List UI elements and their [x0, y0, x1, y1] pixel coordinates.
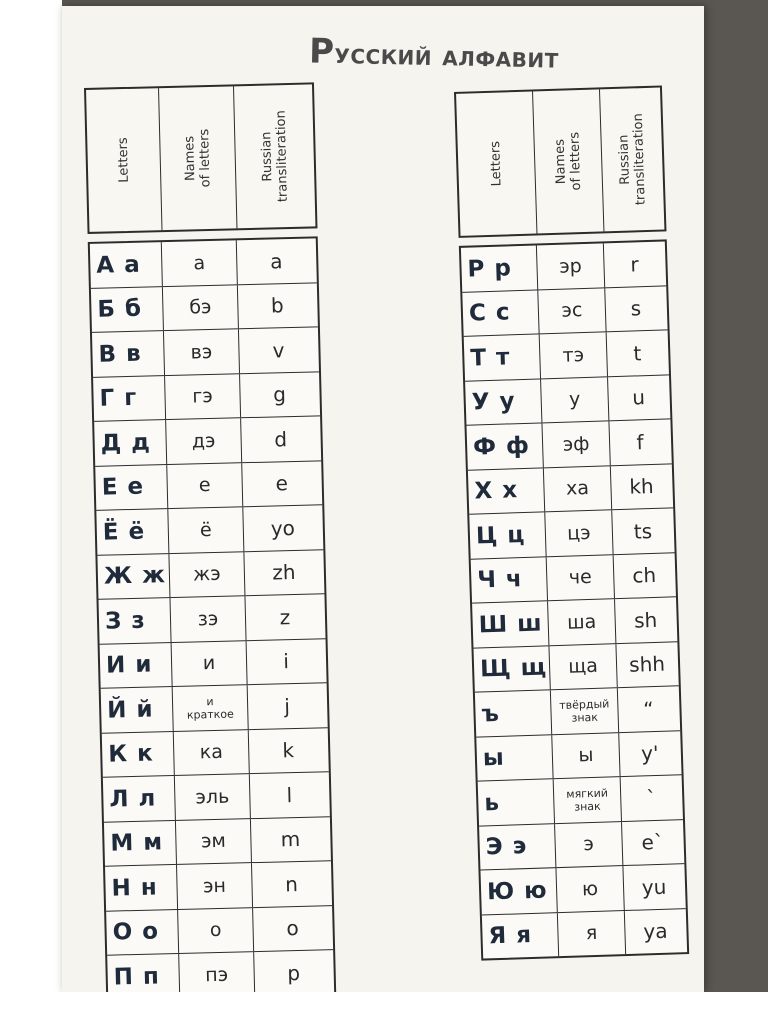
translit-cell: ya [643, 918, 668, 944]
letter-cell: Г г [93, 376, 166, 421]
header-letters: Letters [86, 88, 162, 232]
name-cell: ша [548, 599, 616, 645]
header-names: Names of letters [533, 89, 604, 233]
name-cell: и краткое [173, 685, 249, 730]
letter-cell: Р р [461, 245, 538, 291]
name-cell: ща [549, 644, 617, 690]
translit-cell: b [270, 293, 285, 318]
letter-cell: Т т [464, 334, 541, 380]
letter-cell: Щ щ [473, 646, 550, 692]
letter-cell: ы [476, 735, 553, 781]
header-translit: Russian transliteration [616, 113, 649, 206]
table-row [466, 419, 671, 470]
table-row [90, 238, 317, 288]
letter-cell: С с [462, 290, 539, 336]
table-row [465, 375, 670, 426]
letter-cell: Ю ю [480, 868, 557, 914]
letter-cell: В в [92, 331, 165, 376]
table-row [461, 241, 666, 292]
alphabet-table-right [454, 85, 689, 960]
table-row [462, 286, 667, 337]
letter-cell: Ж ж [97, 554, 170, 599]
table-row [480, 864, 685, 915]
table-row [464, 330, 669, 381]
header-letters: Letters [456, 92, 537, 236]
translit-cell: o [286, 916, 300, 941]
letter-cell: Я я [482, 913, 559, 959]
name-cell: эс [538, 288, 606, 334]
table-row [91, 283, 318, 333]
page-margin-bottom [0, 992, 768, 1024]
name-cell: цэ [545, 510, 613, 556]
table-row [93, 372, 320, 422]
name-cell: жэ [169, 552, 245, 597]
name-cell: че [547, 555, 615, 601]
name-cell: э [555, 822, 623, 868]
letter-cell: Э э [479, 824, 556, 870]
table-row [100, 639, 327, 689]
name-cell: зэ [170, 596, 246, 641]
name-cell: эн [177, 863, 253, 908]
table-header [84, 82, 317, 234]
letter-cell: И и [100, 643, 173, 688]
letter-cell: Ц ц [469, 512, 546, 558]
translit-cell: n [284, 871, 299, 897]
alphabet-table-left [84, 82, 336, 1001]
letter-cell: ъ [475, 690, 552, 736]
page-title [284, 31, 585, 77]
translit-cell: f [636, 429, 644, 455]
title-rest: усский алфавит [334, 36, 560, 75]
table-row [95, 461, 322, 511]
table-row [99, 594, 326, 644]
letter-cell: Й й [101, 687, 174, 732]
translit-cell: ts [633, 518, 653, 544]
letter-cell: З з [99, 598, 172, 643]
translit-cell: “ [642, 696, 655, 722]
translit-cell: y' [640, 741, 659, 766]
letter-cell: К к [102, 731, 175, 776]
header-names: Names of letters [159, 86, 237, 230]
name-cell: ха [544, 466, 612, 512]
table-row [102, 728, 329, 778]
name-cell: тэ [540, 332, 608, 378]
name-cell: бэ [163, 285, 239, 330]
table-row [106, 906, 333, 956]
translit-cell: p [287, 960, 301, 986]
translit-cell: sh [633, 607, 658, 633]
name-cell: ю [556, 866, 624, 912]
name-cell: ы [552, 733, 620, 779]
letter-cell: А а [90, 242, 163, 287]
name-cell: пэ [179, 952, 255, 997]
table-row [478, 775, 683, 826]
name-cell: а [162, 240, 238, 285]
letter-cell: П п [107, 954, 180, 999]
translit-cell: shh [628, 651, 666, 678]
translit-cell: s [630, 296, 642, 321]
letter-cell: Ё ё [96, 509, 169, 554]
translit-cell: z [279, 604, 291, 630]
name-cell: эм [176, 819, 252, 864]
translit-cell: ch [632, 563, 657, 588]
letter-cell: О о [106, 909, 179, 954]
letter-cell: Ч ч [471, 557, 548, 603]
table-body [459, 239, 689, 960]
translit-cell: zh [272, 560, 296, 585]
translit-cell: v [272, 337, 285, 363]
name-cell: гэ [165, 374, 241, 419]
translit-cell: yo [270, 515, 296, 541]
table-row [101, 683, 328, 733]
translit-cell: k [282, 738, 295, 763]
translit-cell: e` [641, 830, 665, 855]
name-cell: я [558, 911, 626, 957]
translit-cell: ` [645, 785, 657, 811]
translit-cell: m [280, 827, 301, 852]
letter-cell: М м [104, 820, 177, 865]
table-row [105, 861, 332, 911]
table-row [476, 731, 681, 782]
letter-cell: Ф ф [466, 423, 543, 469]
translit-cell: a [269, 248, 283, 274]
translit-cell: i [282, 649, 290, 674]
letter-cell: Х х [468, 468, 545, 514]
letter-cell: У у [465, 379, 542, 425]
name-cell: дэ [166, 418, 242, 463]
letter-cell: Е е [95, 465, 168, 510]
name-cell: у [541, 377, 609, 423]
name-cell: эр [537, 243, 605, 289]
name-cell: твёрдый знак [551, 688, 619, 734]
book-page [62, 6, 704, 992]
name-cell: вэ [164, 329, 240, 374]
letter-cell: Л л [103, 776, 176, 821]
table-row [471, 553, 676, 604]
table-row [96, 505, 323, 555]
translit-cell: e [275, 471, 289, 496]
letter-cell: Н н [105, 865, 178, 910]
name-cell: и [172, 641, 248, 686]
table-row [482, 909, 687, 959]
translit-cell: r [629, 252, 639, 277]
table-row [104, 817, 331, 867]
translit-cell: yu [641, 874, 667, 900]
name-cell: мягкий знак [554, 777, 622, 823]
table-row [94, 416, 321, 466]
table-row [475, 686, 680, 737]
translit-cell: u [631, 385, 646, 410]
translit-cell: d [273, 426, 288, 452]
table-row [97, 550, 324, 600]
table-row [473, 642, 678, 693]
translit-cell: kh [628, 474, 654, 499]
letter-cell: Ш ш [472, 601, 549, 647]
translit-cell: j [284, 693, 291, 719]
translit-cell: l [286, 782, 293, 808]
table-row [92, 327, 319, 377]
name-cell: эль [175, 774, 251, 819]
letter-cell: ь [478, 779, 555, 825]
name-cell: е [167, 463, 243, 508]
name-cell: ё [168, 507, 244, 552]
name-cell: о [178, 908, 254, 953]
header-translit: Russian transliteration [259, 110, 291, 203]
table-row [479, 820, 684, 871]
name-cell: ка [174, 730, 250, 775]
table-body [88, 236, 336, 1001]
table-header [454, 85, 666, 237]
translit-cell: g [272, 382, 287, 407]
translit-cell: t [632, 341, 642, 366]
table-row [472, 597, 677, 648]
table-row [103, 772, 330, 822]
table-row [469, 508, 674, 559]
page-margin-left [0, 0, 62, 1024]
title-initial: Р [308, 31, 335, 72]
letter-cell: Д д [94, 420, 167, 465]
name-cell: эф [542, 421, 610, 467]
letter-cell: Б б [91, 287, 164, 332]
table-row [468, 464, 673, 515]
